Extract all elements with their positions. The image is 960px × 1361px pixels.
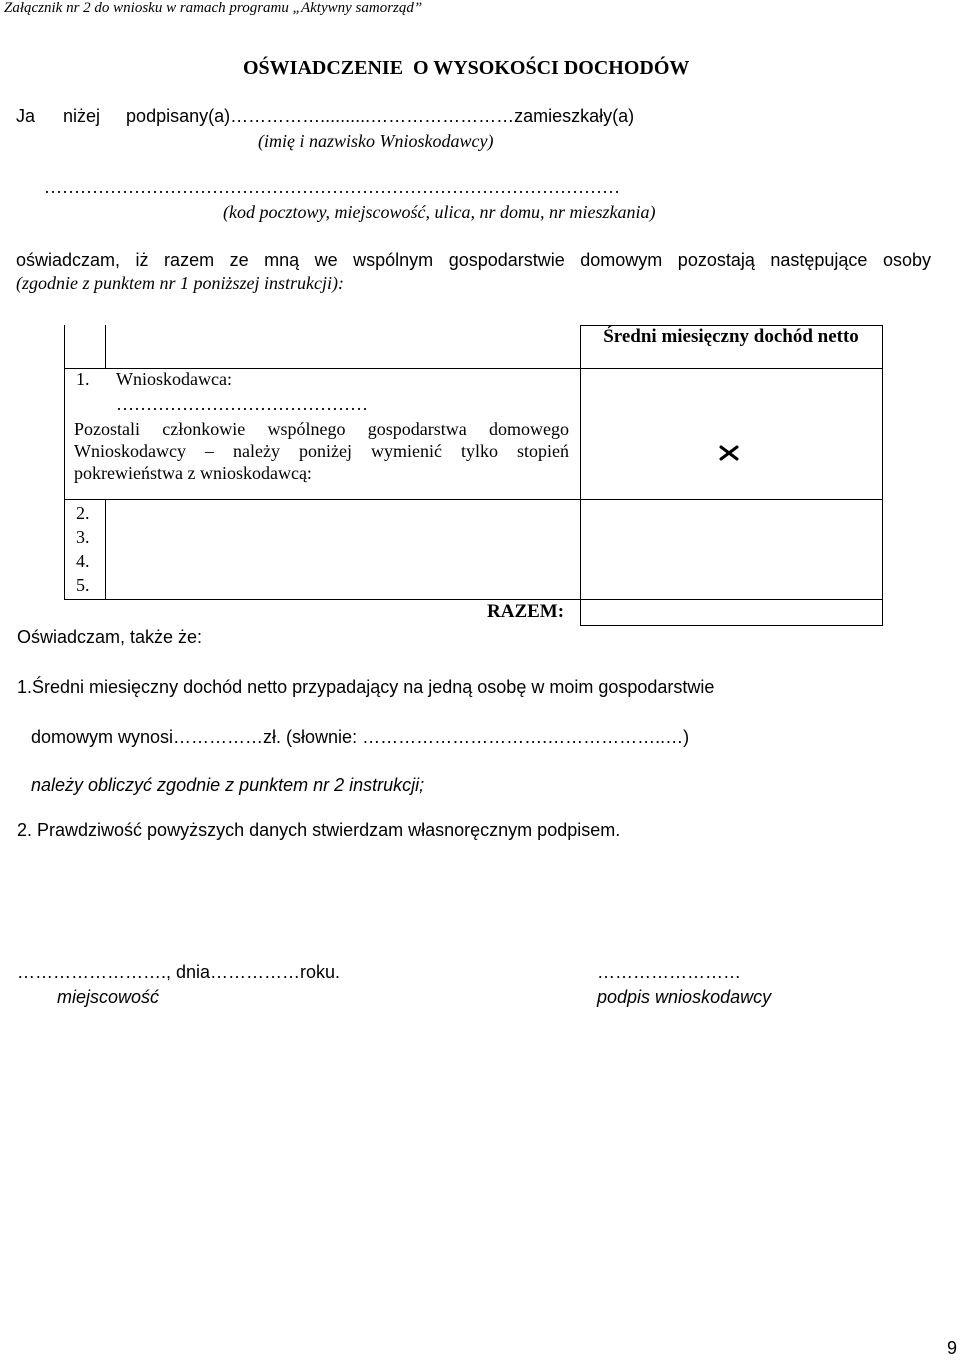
signature-caption: podpis wnioskodawcy: [597, 987, 772, 1007]
household-declaration-note: (zgodnie z punktem nr 1 poniższej instrukcji):: [16, 273, 344, 293]
table-line: [64, 325, 65, 600]
declarant-nizej: niżej: [63, 106, 101, 126]
household-declaration: oświadczam, iż razem ze mną we wspólnym gospodarstwie domowym pozostają następujące osoby: [16, 250, 931, 270]
page-number: 9: [947, 1338, 958, 1358]
instruction-line: pokrewieństwa z wnioskodawcą:: [74, 463, 312, 483]
table-line: [105, 325, 106, 369]
statement-1-line-2: domowym wynosi……………zł. (słownie: ………………………….………………..…): [31, 727, 690, 747]
row-number: 3.: [76, 527, 90, 547]
also-declare-heading: Oświadczam, także że:: [17, 627, 203, 647]
table-line: [64, 599, 883, 600]
attachment-header-note: Załącznik nr 2 do wniosku w ramach programu „Aktywny samorząd”: [4, 0, 423, 16]
total-label: RAZEM:: [487, 601, 565, 622]
declarant-name-field: podpisany(a)……………..........……………………zamieszkały(a): [126, 106, 635, 126]
row-number: 1.: [76, 369, 90, 389]
signature-field: ……………………: [597, 962, 741, 982]
statement-2: 2. Prawdziwość powyższych danych stwierdzam własnoręcznym podpisem.: [17, 820, 621, 840]
address-caption: (kod pocztowy, miejscowość, ulica, nr domu, nr mieszkania): [223, 202, 656, 222]
applicant-name-field: ……………………………………: [116, 394, 368, 414]
household-members-instruction: [74, 418, 569, 484]
row-number: 4.: [76, 551, 90, 571]
cross-mark-icon: [718, 445, 740, 461]
place-caption: miejscowość: [57, 987, 160, 1007]
applicant-label: Wnioskodawca:: [116, 369, 232, 389]
row-number: 2.: [76, 503, 90, 523]
statement-1-note: należy obliczyć zgodnie z punktem nr 2 instrukcji;: [31, 775, 425, 795]
income-column-header: Średni miesięczny dochód netto: [603, 326, 859, 347]
place-date-field: ……………………., dnia……………roku.: [17, 962, 341, 982]
address-field: ……………………………………………………………………………………: [44, 177, 620, 197]
declarant-ja: Ja: [16, 106, 36, 126]
table-line: [580, 325, 581, 626]
table-line: [64, 499, 883, 500]
table-line: [882, 325, 883, 626]
row-number: 5.: [76, 575, 90, 595]
document-title: OŚWIADCZENIE O WYSOKOŚCI DOCHODÓW: [243, 57, 690, 79]
table-line: [105, 499, 106, 600]
table-line: [580, 625, 883, 626]
declarant-line: [16, 106, 634, 127]
statement-1-line-1: 1.Średni miesięczny dochód netto przypadający na jedną osobę w moim gospodarstwie: [17, 677, 715, 697]
instruction-line: Pozostali członkowie wspólnego gospodarstwa domowego: [74, 419, 569, 439]
instruction-line: Wnioskodawcy – należy poniżej wymienić tylko stopień: [74, 441, 569, 461]
name-caption: (imię i nazwisko Wnioskodawcy): [258, 131, 494, 151]
